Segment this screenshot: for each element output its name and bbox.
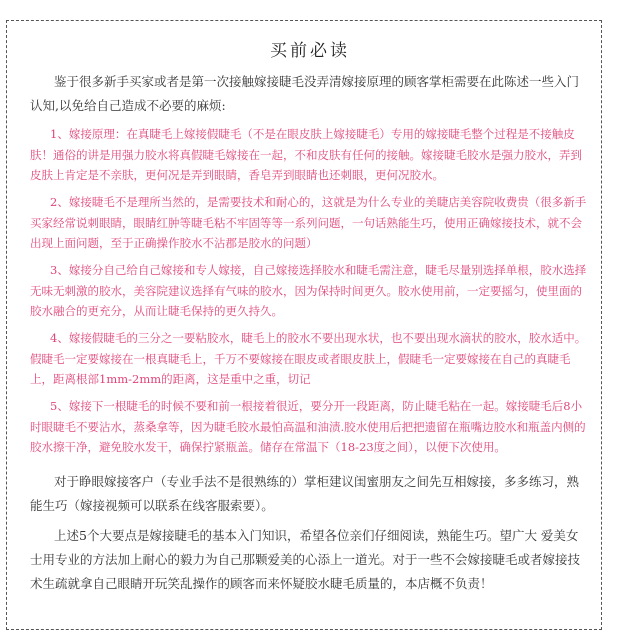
- advice-paragraph: 对于睁眼嫁接客户（专业手法不是很熟练的）掌柜建议闺蜜朋友之间先互相嫁接，多多练习，熟能生巧（嫁接视频可以联系在线客服索要）。: [30, 474, 580, 513]
- tip-item-2: 2、嫁接睫毛不是理所当然的，是需要技术和耐心的，这就是为什么专业的美睫店美容院收费贵（很多新手买家经常说刺眼睛，眼睛红肿等睫毛粘不牢固等等一系列问题，一句话熟能生巧，使用正确嫁接技术，就不会出现上面问题，至于正确操作胶水不沾郡是胶水的问题）: [30, 195, 587, 250]
- tip-item-4: 4、嫁接假睫毛的三分之一要粘胶水，睫毛上的胶水不要出现水状，也不要出现水滴状的胶水，胶水适中。假睫毛一定要嫁接在一根真睫毛上，千万不要嫁接在眼皮或者眼皮肤上，假睫毛一定要嫁接在自己的真睫毛上，距离根部1mm-2mm的距离，这是重中之重，切记: [30, 331, 587, 386]
- page-title: 买前必读: [270, 41, 350, 61]
- tip-item-3: 3、嫁接分自己给自己嫁接和专人嫁接，自己嫁接选择胶水和睫毛需注意，睫毛尽量别选择单根，胶水选择无味无刺激的胶水，美容院建议选择有气味的胶水，因为保持时间更久。胶水使用前，一定要摇匀，使里面的胶水融合的更充分，从而让睫毛保持的更久持久。: [30, 263, 587, 318]
- summary-paragraph: 上述5个大要点是嫁接睫毛的基本入门知识，希望各位亲们仔细阅读，熟能生巧。望广大 爱美女士用专业的方法加上耐心的毅力为自己那颗爱美的心添上一道光。对于一些不会嫁接睫毛或者嫁接技术生疏就拿自己眼睛开玩笑乱操作的顾客而来怀疑胶水睫毛质量的，本店概不负责！: [30, 528, 581, 591]
- tip-item-1: 1、嫁接原理：在真睫毛上嫁接假睫毛（不是在眼皮肤上嫁接睫毛）专用的嫁接睫毛整个过程是不接触皮肤！通俗的讲是用强力胶水将真假睫毛嫁接在一起，不和皮肤有任何的接触。嫁接睫毛胶水是强力胶水，弄到皮肤上肯定是不亲肤，更何况是弄到眼睛，香皂弄到眼睛也还刺眼，更何况胶水。: [30, 127, 582, 182]
- intro-paragraph: 鉴于很多新手买家或者是第一次接触嫁接睫毛没弄清嫁接原理的顾客掌柜需要在此陈述一些入门认知,以免给自己造成不必要的麻烦:: [30, 74, 580, 113]
- tip-item-5: 5、嫁接下一根睫毛的时候不要和前一根接着很近，要分开一段距离，防止睫毛粘在一起。嫁接睫毛后8小时眼睫毛不要沾水，蒸桑拿等，因为睫毛胶水最怕高温和油渍.胶水使用后把把遗留在瓶嘴边胶水和瓶盖内侧的胶水擦干净，避免胶水发干，确保拧紧瓶盖。储存在常温下（18-23度之间），以便下次使用。: [30, 399, 586, 454]
